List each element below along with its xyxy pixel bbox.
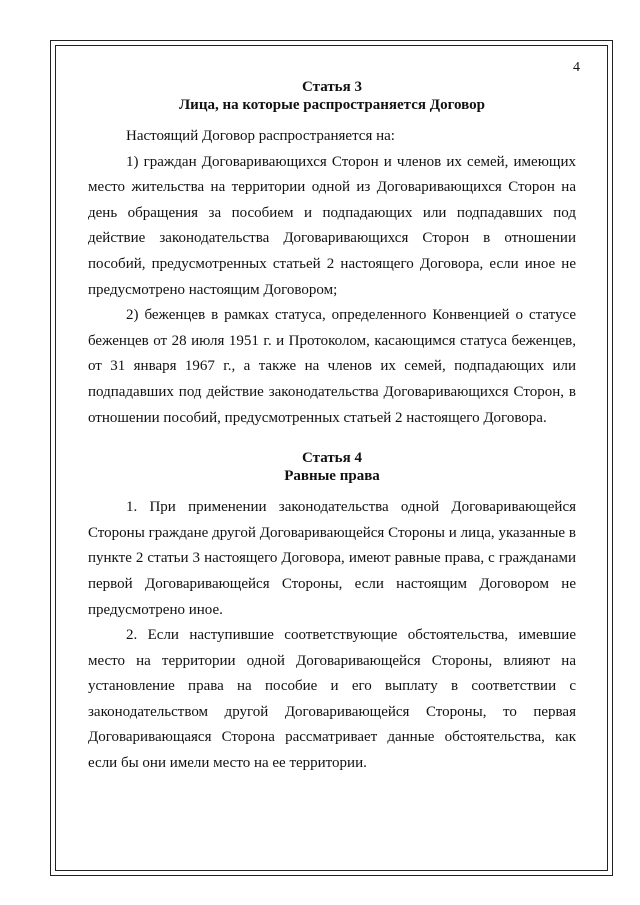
article-3-number: Статья 3 (302, 79, 362, 95)
article-3-paragraph: 1) граждан Договаривающихся Сторон и членов их семей, имеющих место жительства на территории одной из Договаривающихся Сторон на день обращения за пособием и подпадающих или подпадавших под действие законодательства Договаривающихся Сторон в отношении пособий, предусмотренных статьей 2 настоящего Договора, если иное не предусмотрено настоящим Договором; (88, 153, 576, 298)
article-3-paragraph: 2) беженцев в рамках статуса, определенного Конвенцией о статусе беженцев от 28 июля 1951 г. и Протоколом, касающимся статуса беженцев, от 31 января 1967 г., а также на членов их семей, подпадающих или подпадавших под действие законодательства Договаривающихся Сторон, в отношении пособий, предусмотренных статьей 2 настоящего Договора. (88, 307, 576, 426)
article-4-paragraph: 2. Если наступившие соответствующие обстоятельства, имевшие место на территории одной Договаривающейся Стороны, влияют на установление права на пособие и его выплату в соответствии с законодательством другой Договаривающейся Стороны, то первая Договаривающаяся Сторона рассматривает данные обстоятельства, как если бы они имели место на ее территории. (88, 627, 576, 772)
article-3-paragraph: Настоящий Договор распространяется на: (126, 128, 395, 144)
page-number: 4 (573, 60, 580, 75)
article-4-title: Равные права (284, 468, 380, 485)
article-3 (88, 78, 576, 431)
article-3-title: Лица, на которые распространяется Договор (179, 97, 485, 113)
article-4 (88, 449, 576, 777)
document-body (88, 78, 576, 777)
article-4-number: Статья 4 (302, 450, 362, 467)
article-4-paragraph: 1. При применении законодательства одной Договаривающейся Стороны граждане другой Договаривающейся Стороны и лица, указанные в пункте 2 статьи 3 настоящего Договора, имеют равные права, с гражданами первой Договаривающейся Стороны, если настоящим Договором не предусмотрено иное. (88, 499, 576, 618)
